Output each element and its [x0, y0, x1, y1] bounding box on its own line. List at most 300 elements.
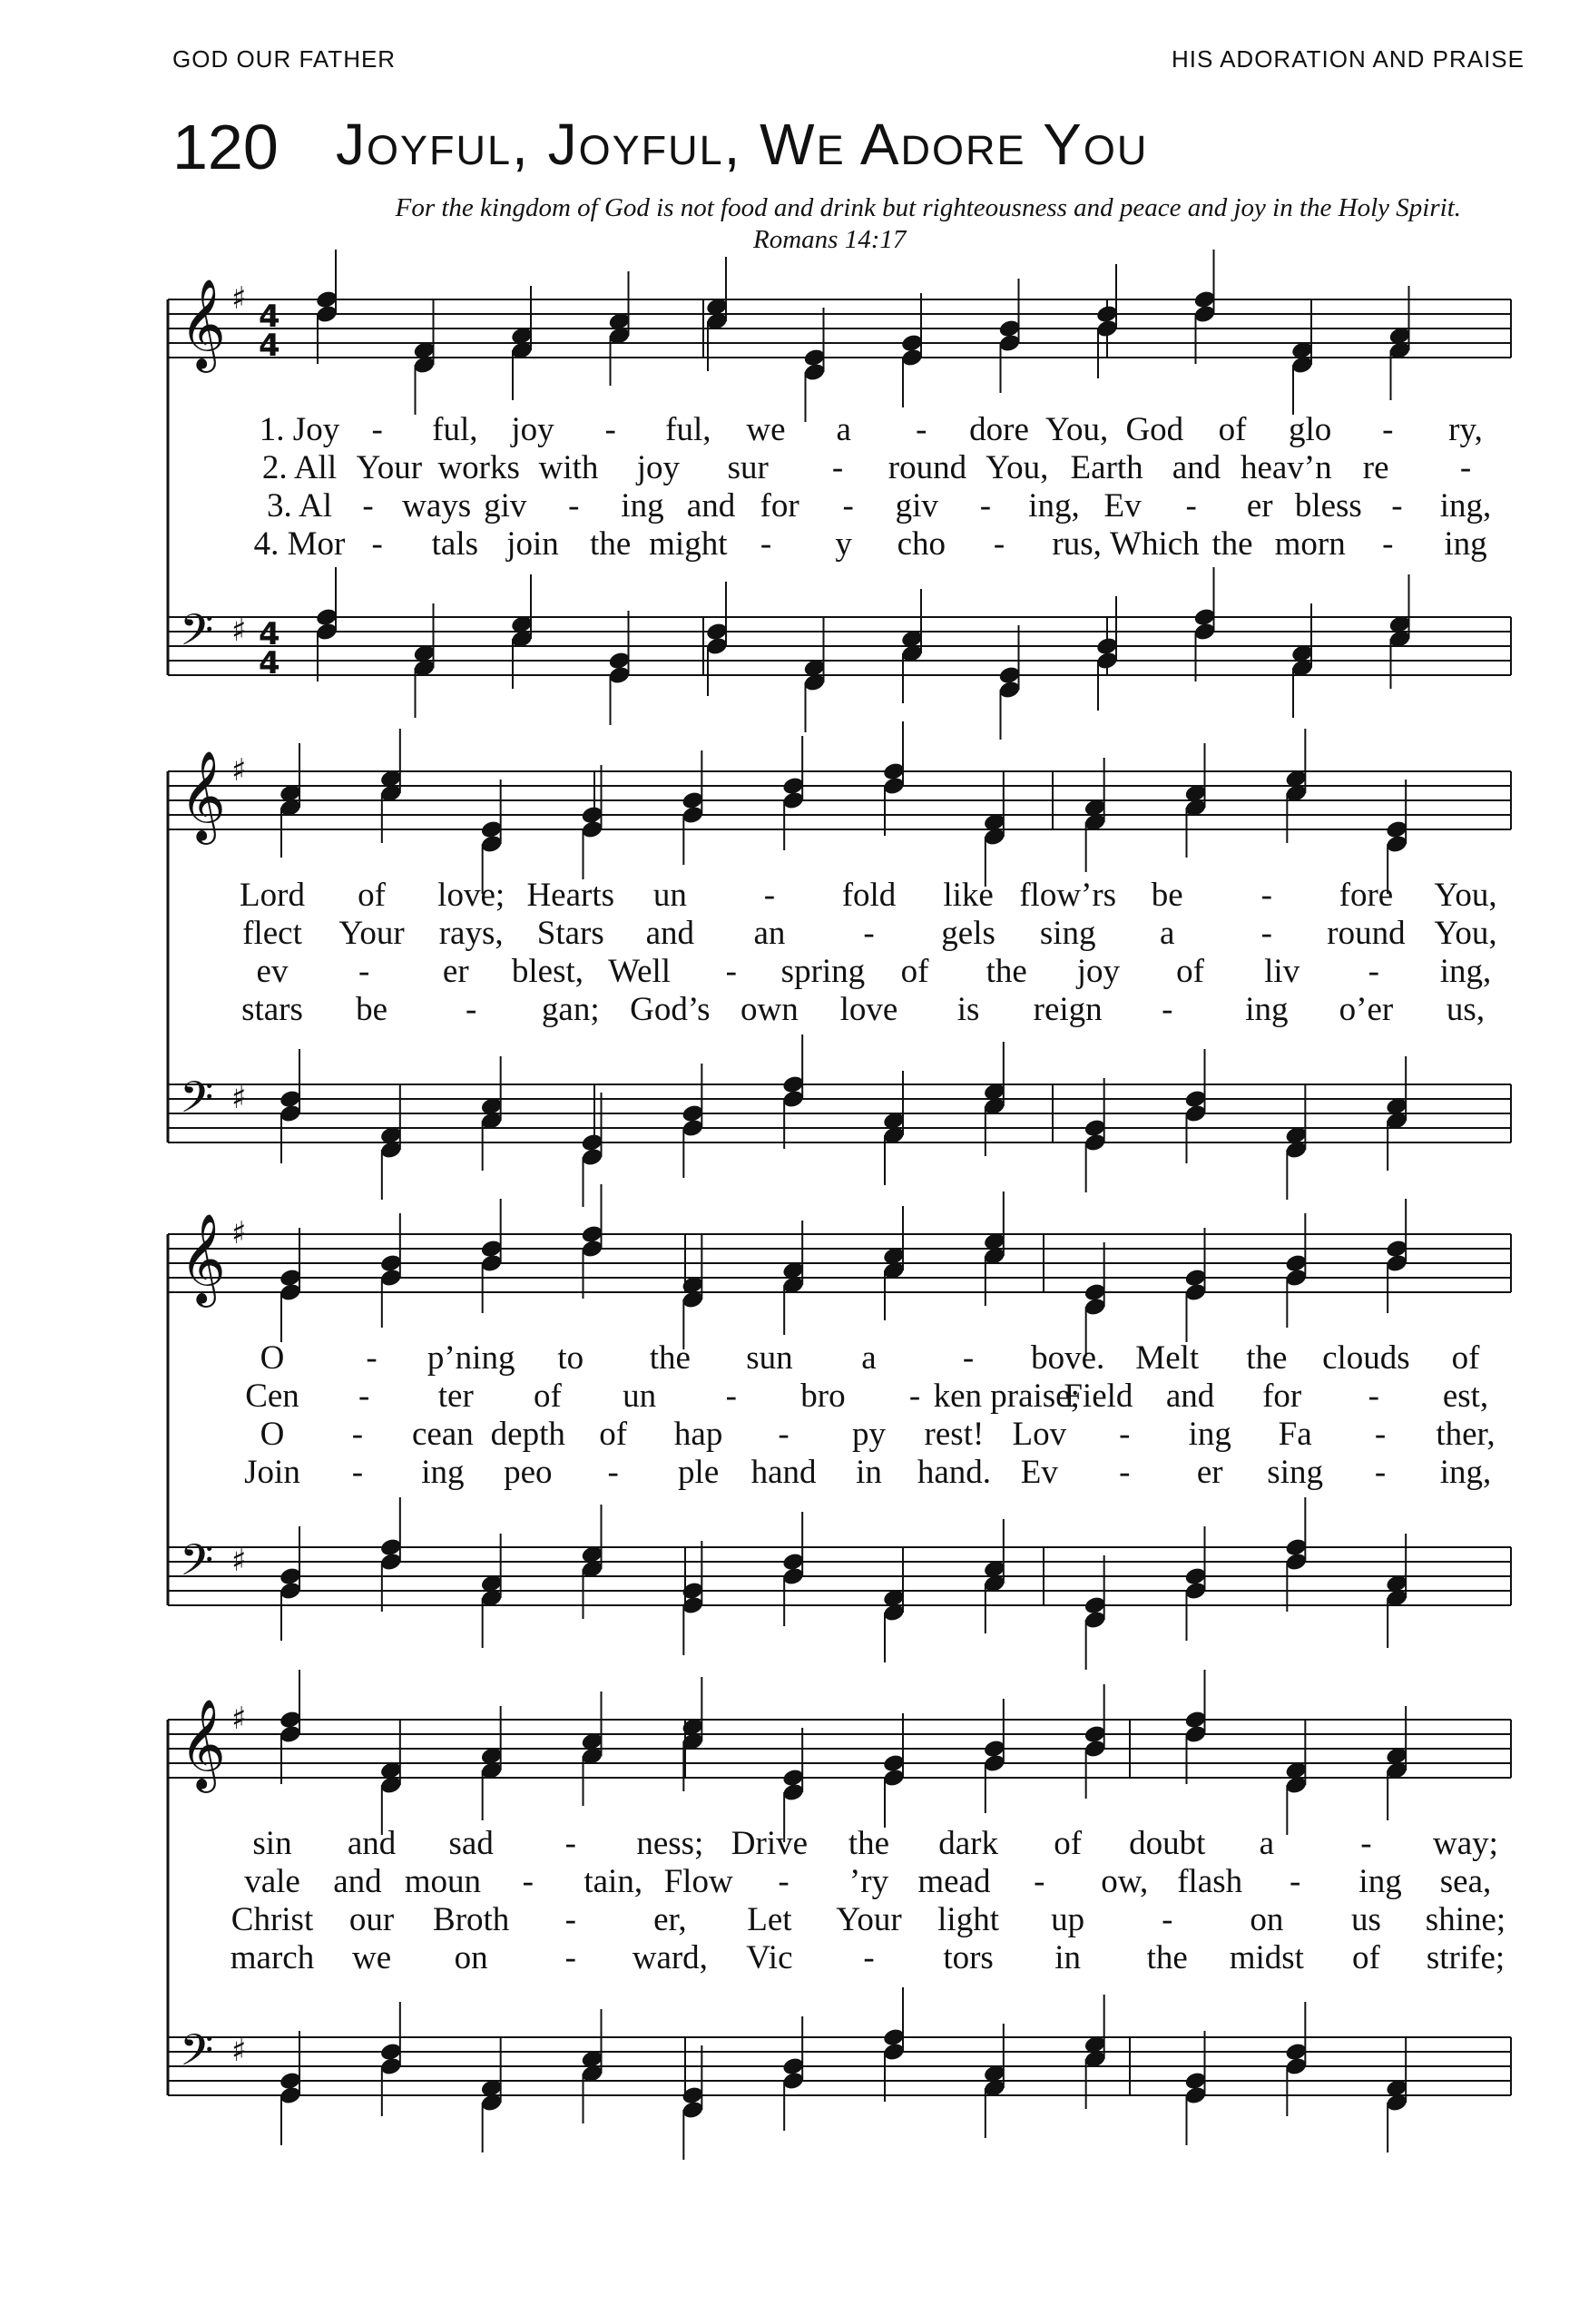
lyric-syllable: er: [442, 953, 469, 990]
treble-note: [480, 1199, 504, 1313]
lyric-syllable: heav’n: [1240, 449, 1332, 486]
lyric-syllable: -: [725, 953, 737, 990]
lyric-line: [0, 952, 1579, 990]
lyric-syllable: -: [1185, 487, 1197, 525]
lyric-syllable: -: [1119, 1454, 1131, 1491]
key-signature-sharp-icon: ♯: [231, 280, 247, 317]
lyric-syllable: clouds: [1322, 1339, 1410, 1377]
lyric-syllable: ken praise;: [933, 1378, 1080, 1415]
key-signature-sharp-icon: ♯: [231, 2033, 247, 2069]
lyric-syllable: Earth: [1070, 449, 1143, 486]
lyric-syllable: of: [534, 1378, 562, 1415]
scripture-epigraph: For the kingdom of God is not food and drink but righteousness and peace and joy in the Holy Spirit.: [395, 193, 1461, 222]
lyric-syllable: ing: [1444, 525, 1487, 563]
lyric-syllable: ther,: [1436, 1416, 1496, 1453]
lyric-syllable: ness;: [636, 1825, 704, 1862]
lyric-syllable: morn: [1274, 525, 1346, 563]
lyric-syllable: up: [1051, 1901, 1085, 1938]
lyric-syllable: -: [371, 525, 383, 563]
lyric-line: [0, 1824, 1579, 1862]
lyric-line: [0, 1938, 1579, 1976]
lyric-syllable: a: [1160, 915, 1175, 952]
lyric-syllable: -: [1382, 525, 1394, 563]
lyric-syllable: -: [863, 915, 875, 952]
lyric-syllable: un: [652, 877, 687, 914]
lyric-syllable: You,: [1045, 411, 1109, 448]
lyric-syllable: ter: [437, 1378, 474, 1415]
lyric-syllable: Which: [1110, 525, 1200, 563]
lyric-syllable: ing: [1245, 991, 1289, 1028]
key-signature-sharp-icon: ♯: [231, 752, 247, 789]
lyric-syllable: of: [358, 877, 386, 914]
bass-note: [882, 1987, 906, 2102]
lyric-syllable: -: [358, 1378, 370, 1415]
lyric-syllable: ing: [421, 1454, 465, 1491]
lyric-syllable: -: [564, 1825, 576, 1862]
treble-note: [681, 750, 704, 865]
lyric-syllable: -: [1360, 1825, 1372, 1862]
bass-note: [781, 1035, 805, 1149]
lyric-syllable: -: [607, 1454, 619, 1491]
bass-note: [315, 567, 338, 682]
lyric-syllable: doubt: [1129, 1825, 1206, 1862]
lyric-syllable: and: [347, 1825, 397, 1862]
lyric-syllable: works: [437, 449, 520, 486]
time-signature-bottom: 4: [259, 328, 280, 364]
lyric-syllable: ing: [1188, 1416, 1231, 1453]
lyric-syllable: reign: [1033, 991, 1103, 1028]
lyric-syllable: our: [348, 1901, 395, 1938]
bass-staff: [168, 2025, 1511, 2095]
lyric-syllable: 4. Mor: [253, 525, 346, 563]
lyric-syllable: gels: [941, 915, 995, 952]
lyric-syllable: the: [1246, 1339, 1288, 1377]
lyric-syllable: Field: [1064, 1378, 1133, 1415]
lyric-syllable: of: [1054, 1825, 1083, 1862]
lyric-syllable: o’er: [1339, 991, 1394, 1028]
hymn-number: 120: [172, 112, 279, 182]
lyric-syllable: sad: [448, 1825, 494, 1862]
lyric-line: [0, 486, 1579, 525]
lyric-syllable: -: [358, 953, 370, 990]
lyric-syllable: the: [590, 525, 632, 563]
lyric-line: [0, 410, 1579, 448]
bass-note: [1183, 2031, 1207, 2145]
treble-clef-icon: 𝄞: [180, 1213, 226, 1304]
bass-clef-icon: 𝄢: [180, 1535, 214, 1596]
lyric-syllable: y: [835, 525, 852, 563]
lyric-syllable: a: [836, 411, 851, 448]
lyric-syllable: -: [760, 525, 772, 563]
lyric-syllable: of: [1351, 1939, 1380, 1976]
lyric-syllable: ful,: [665, 411, 711, 448]
lyric-syllable: cean: [411, 1416, 474, 1453]
bass-note: [781, 2016, 805, 2131]
lyric-syllable: fold: [841, 877, 897, 914]
lyric-syllable: tors: [943, 1939, 994, 1976]
lyric-syllable: -: [568, 487, 580, 525]
lyric-syllable: rest!: [924, 1416, 985, 1453]
key-signature-sharp-icon: ♯: [231, 613, 247, 649]
lyric-syllable: -: [993, 525, 1005, 563]
lyric-syllable: You,: [986, 449, 1049, 486]
lyric-syllable: stars: [241, 991, 303, 1028]
lyric-syllable: shine;: [1425, 1901, 1506, 1938]
treble-note: [1095, 264, 1119, 378]
lyric-syllable: -: [1162, 991, 1173, 1028]
treble-note: [580, 765, 603, 879]
lyric-syllable: -: [831, 449, 844, 486]
lyric-syllable: Join: [244, 1454, 300, 1491]
lyric-syllable: ing: [621, 487, 664, 525]
lyric-syllable: -: [1260, 915, 1272, 952]
lyric-syllable: Cen: [245, 1378, 299, 1415]
treble-staff: [168, 1699, 1511, 1793]
bass-staff: [168, 1072, 1511, 1142]
lyric-syllable: -: [351, 1454, 364, 1491]
lyric-syllable: fore: [1339, 877, 1394, 914]
lyric-syllable: Broth: [433, 1901, 510, 1938]
lyric-syllable: of: [1176, 953, 1204, 990]
lyric-syllable: to: [557, 1339, 584, 1377]
lyric-syllable: -: [1368, 953, 1380, 990]
lyric-syllable: us: [1350, 1901, 1381, 1938]
lyric-syllable: -: [371, 411, 383, 448]
treble-clef-icon: 𝄞: [180, 1699, 226, 1790]
lyric-syllable: way;: [1433, 1825, 1498, 1862]
lyric-syllable: sing: [1039, 915, 1096, 952]
lyric-syllable: joy: [511, 411, 554, 448]
lyric-syllable: Your: [356, 449, 423, 486]
lyric-syllable: ing: [1358, 1863, 1402, 1900]
lyric-syllable: ow,: [1101, 1863, 1149, 1900]
lyric-syllable: -: [1391, 487, 1403, 525]
lyric-syllable: un: [623, 1378, 657, 1415]
treble-note: [379, 1213, 403, 1328]
lyric-syllable: -: [1382, 411, 1394, 448]
lyric-syllable: re: [1362, 449, 1389, 486]
bass-note: [279, 1526, 302, 1641]
lyric-syllable: -: [1459, 449, 1472, 486]
lyric-syllable: joy: [1076, 953, 1121, 990]
lyric-syllable: -: [1289, 1863, 1301, 1900]
lyric-line: [0, 914, 1579, 952]
lyric-syllable: hap: [673, 1416, 723, 1453]
bass-note: [1095, 596, 1119, 711]
lyric-syllable: -: [564, 1939, 576, 1976]
bass-note: [1284, 1497, 1308, 1612]
lyric-syllable: ple: [678, 1454, 720, 1491]
lyric-syllable: ful,: [432, 411, 478, 448]
lyric-syllable: -: [916, 411, 927, 448]
lyric-syllable: God’s: [630, 991, 711, 1028]
lyric-line: [0, 1339, 1579, 1377]
lyric-line: [0, 1862, 1579, 1900]
lyric-syllable: Hearts: [526, 877, 615, 914]
lyric-syllable: er,: [653, 1901, 687, 1938]
treble-note: [315, 250, 338, 364]
treble-note: [1192, 250, 1216, 364]
lyric-syllable: depth: [490, 1416, 565, 1453]
bass-note: [997, 625, 1021, 740]
lyric-syllable: of: [1218, 411, 1247, 448]
lyric-syllable: -: [362, 487, 374, 525]
treble-note: [900, 293, 924, 407]
lyric-syllable: midst: [1229, 1939, 1304, 1976]
lyric-syllable: Melt: [1135, 1339, 1200, 1377]
lyric-syllable: and: [645, 915, 695, 952]
lyric-line: [0, 1377, 1579, 1415]
lyric-syllable: -: [465, 991, 477, 1028]
lyric-line: [0, 990, 1579, 1028]
time-signature-top: 4: [259, 299, 280, 335]
lyric-syllable: strife;: [1426, 1939, 1505, 1976]
lyric-syllable: Ev: [1020, 1454, 1058, 1491]
lyric-syllable: O: [260, 1339, 285, 1377]
treble-note: [1084, 1684, 1107, 1799]
lyric-syllable: moun: [404, 1863, 481, 1900]
lyric-syllable: Stars: [536, 915, 604, 952]
treble-note: [580, 1184, 603, 1299]
lyric-syllable: be: [356, 991, 388, 1028]
lyric-line: [0, 1415, 1579, 1453]
lyric-syllable: of: [599, 1416, 628, 1453]
lyric-syllable: sur: [727, 449, 769, 486]
lyric-syllable: love;: [437, 877, 505, 914]
lyric-syllable: a: [861, 1339, 877, 1377]
lyric-syllable: the: [1211, 525, 1253, 563]
lyric-syllable: -: [1374, 1416, 1387, 1453]
lyric-syllable: -: [725, 1378, 737, 1415]
lyric-syllable: ing,: [1439, 1454, 1492, 1491]
lyric-syllable: Well: [608, 953, 672, 990]
lyric-syllable: of: [1451, 1339, 1480, 1377]
lyric-syllable: in: [1054, 1939, 1082, 1976]
lyric-syllable: the: [649, 1339, 691, 1377]
treble-staff: [168, 1213, 1511, 1308]
lyric-line: [0, 1900, 1579, 1938]
treble-note: [882, 1713, 906, 1828]
lyric-syllable: -: [763, 877, 776, 914]
lyric-syllable: flow’rs: [1019, 877, 1117, 914]
lyric-syllable: rus,: [1052, 525, 1102, 563]
lyric-syllable: spring: [780, 953, 866, 990]
lyric-syllable: Fa: [1278, 1416, 1312, 1453]
scripture-reference: Romans 14:17: [753, 225, 907, 254]
lyrics-block: [0, 1339, 1579, 1491]
lyric-syllable: round: [888, 449, 967, 486]
time-signature-top: 4: [259, 616, 280, 652]
lyric-syllable: 2. All: [261, 449, 338, 486]
lyric-syllable: and: [333, 1863, 382, 1900]
lyric-syllable: ward,: [632, 1939, 708, 1976]
lyric-syllable: Lov: [1012, 1416, 1067, 1453]
lyric-syllable: is: [956, 991, 980, 1028]
lyric-syllable: giv: [484, 487, 527, 525]
lyric-syllable: -: [1260, 877, 1272, 914]
lyric-syllable: ry,: [1448, 411, 1483, 448]
lyric-syllable: we: [746, 411, 786, 448]
lyric-syllable: bove.: [1031, 1339, 1105, 1377]
lyric-syllable: er: [1196, 1454, 1223, 1491]
lyric-syllable: round: [1327, 915, 1406, 952]
lyric-syllable: -: [979, 487, 992, 525]
lyric-syllable: Vic: [746, 1939, 793, 1976]
treble-note: [279, 1228, 302, 1342]
lyric-syllable: -: [908, 1378, 921, 1415]
lyric-syllable: -: [842, 487, 854, 525]
lyric-syllable: -: [564, 1901, 576, 1938]
lyric-syllable: ing,: [1439, 487, 1492, 525]
lyric-syllable: -: [1162, 1901, 1173, 1938]
lyric-line: [0, 525, 1579, 563]
lyric-syllable: on: [1250, 1901, 1284, 1938]
lyric-syllable: vale: [244, 1863, 300, 1900]
lyric-syllable: and: [1165, 1378, 1215, 1415]
lyric-syllable: love: [839, 991, 898, 1028]
lyric-syllable: bless: [1294, 487, 1362, 525]
bass-note: [1084, 1555, 1107, 1670]
lyric-syllable: dark: [938, 1825, 998, 1862]
bass-clef-icon: 𝄢: [180, 1072, 214, 1133]
lyric-syllable: Ev: [1103, 487, 1142, 525]
lyric-syllable: 1. Joy: [259, 411, 340, 448]
lyric-syllable: er: [1246, 487, 1273, 525]
lyric-syllable: gan;: [541, 991, 600, 1028]
treble-note: [997, 279, 1021, 393]
lyric-syllable: the: [848, 1825, 890, 1862]
lyric-syllable: -: [1374, 1454, 1387, 1491]
lyric-syllable: ev: [256, 953, 289, 990]
bass-staff: [168, 1535, 1511, 1605]
lyric-syllable: with: [538, 449, 599, 486]
lyric-syllable: O: [260, 1416, 285, 1453]
bass-note: [705, 582, 729, 696]
lyric-syllable: -: [351, 1416, 364, 1453]
lyric-syllable: on: [454, 1939, 488, 1976]
lyric-syllable: ing,: [1439, 953, 1492, 990]
bass-note: [681, 1064, 704, 1178]
treble-note: [1385, 1199, 1408, 1313]
bass-note: [781, 1512, 805, 1626]
lyric-syllable: the: [1146, 1939, 1188, 1976]
lyric-syllable: You,: [1434, 915, 1497, 952]
lyric-syllable: peo: [504, 1454, 553, 1491]
lyric-syllable: join: [506, 525, 559, 563]
lyric-syllable: bro: [800, 1378, 846, 1415]
bass-note: [1183, 1049, 1207, 1163]
treble-note: [279, 1670, 302, 1784]
lyric-syllable: for: [760, 487, 799, 525]
treble-note: [1284, 1213, 1308, 1328]
treble-note: [1183, 1228, 1207, 1342]
lyric-syllable: Let: [747, 1901, 792, 1938]
lyric-syllable: -: [778, 1863, 790, 1900]
lyric-syllable: You,: [1434, 877, 1497, 914]
lyric-syllable: ways: [402, 487, 472, 525]
treble-note: [802, 308, 826, 422]
lyric-syllable: an: [753, 915, 786, 952]
lyric-syllable: us,: [1446, 991, 1486, 1028]
lyric-syllable: glo: [1289, 411, 1332, 448]
lyric-syllable: -: [778, 1416, 790, 1453]
lyric-syllable: rays,: [438, 915, 504, 952]
bass-note: [279, 2031, 302, 2145]
lyric-syllable: ing,: [1028, 487, 1080, 525]
lyric-syllable: -: [366, 1339, 378, 1377]
lyrics-block: [0, 410, 1579, 563]
lyric-syllable: mead: [917, 1863, 991, 1900]
lyric-syllable: march: [230, 1939, 315, 1976]
lyric-syllable: tain,: [584, 1863, 643, 1900]
lyric-syllable: and: [1172, 449, 1221, 486]
bass-note: [1284, 2002, 1308, 2116]
treble-note: [1183, 1670, 1207, 1784]
lyric-syllable: py: [852, 1416, 886, 1453]
lyric-syllable: hand.: [917, 1454, 992, 1491]
lyric-syllable: joy: [636, 449, 681, 486]
lyric-syllable: sing: [1267, 1454, 1323, 1491]
bass-note: [379, 1497, 403, 1612]
lyric-syllable: -: [962, 1339, 975, 1377]
lyric-syllable: light: [937, 1901, 999, 1938]
lyric-syllable: flect: [242, 915, 302, 952]
lyric-syllable: in: [856, 1454, 882, 1491]
bass-note: [607, 611, 631, 725]
lyric-syllable: -: [1368, 1378, 1380, 1415]
treble-note: [781, 736, 805, 850]
lyric-syllable: and: [686, 487, 736, 525]
lyric-syllable: hand: [750, 1454, 817, 1491]
bass-clef-icon: 𝄢: [180, 2025, 214, 2086]
lyric-syllable: we: [352, 1939, 392, 1976]
lyric-syllable: God: [1125, 411, 1184, 448]
lyric-syllable: of: [900, 953, 929, 990]
lyric-syllable: Christ: [230, 1901, 314, 1938]
section-header: GOD OUR FATHER: [172, 45, 397, 73]
lyric-syllable: -: [604, 411, 616, 448]
lyric-syllable: -: [1034, 1863, 1045, 1900]
bass-note: [379, 2002, 403, 2116]
hymn-title: Joyful, Joyful, We Adore You: [336, 112, 1149, 177]
lyric-syllable: 3. Al: [267, 487, 332, 525]
lyric-line: [0, 876, 1579, 914]
lyric-syllable: sea,: [1439, 1863, 1492, 1900]
bass-clef-icon: 𝄢: [180, 604, 214, 666]
bass-note: [1084, 1078, 1107, 1192]
bass-note: [279, 1049, 302, 1163]
bass-note: [1183, 1526, 1207, 1641]
lyric-syllable: sin: [252, 1825, 292, 1862]
lyric-syllable: own: [740, 991, 799, 1028]
lyric-syllable: for: [1262, 1378, 1302, 1415]
lyric-syllable: flash: [1177, 1863, 1243, 1900]
lyric-syllable: Your: [836, 1901, 902, 1938]
lyric-syllable: the: [986, 953, 1027, 990]
lyric-syllable: be: [1151, 877, 1183, 914]
lyric-syllable: -: [522, 1863, 534, 1900]
treble-staff: [168, 750, 1511, 845]
lyric-syllable: liv: [1264, 953, 1300, 990]
lyric-syllable: Lord: [240, 877, 305, 914]
key-signature-sharp-icon: ♯: [231, 1543, 247, 1579]
treble-note: [882, 721, 906, 836]
treble-clef-icon: 𝄞: [180, 279, 226, 369]
lyric-syllable: est,: [1442, 1378, 1489, 1415]
lyric-syllable: ’ry: [848, 1863, 889, 1900]
lyric-syllable: a: [1259, 1825, 1275, 1862]
bass-note: [1192, 567, 1216, 682]
